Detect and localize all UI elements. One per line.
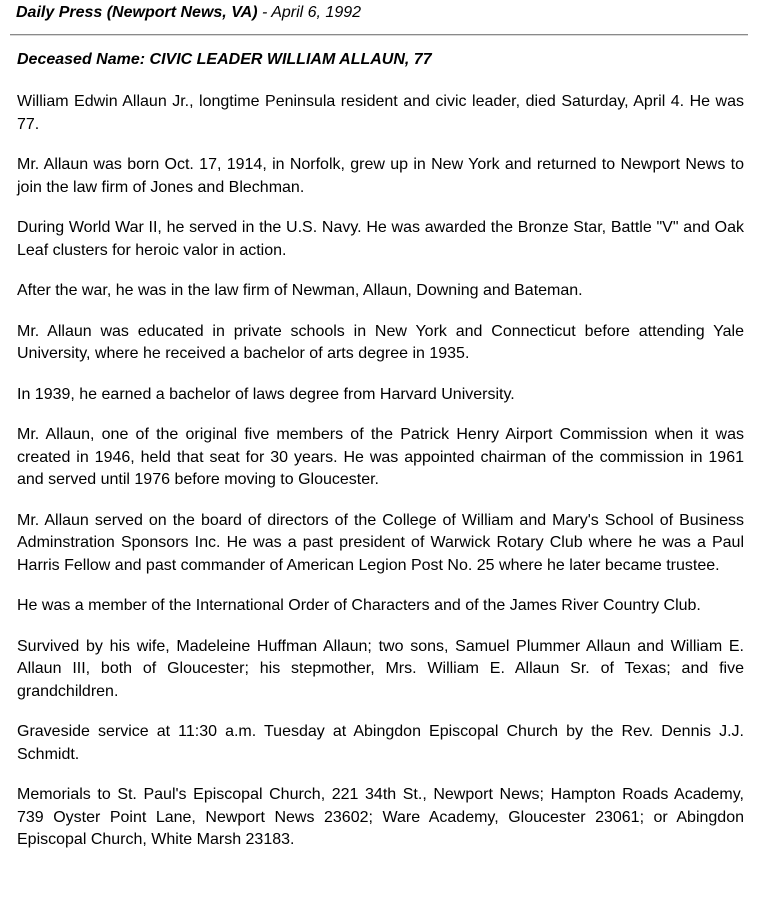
- obituary-body: [17, 91, 744, 870]
- paragraph: During World War II, he served in the U.S. Navy. He was awarded the Bronze Star, Battle "V" and Oak Leaf clusters for heroic valor in action.: [17, 219, 744, 259]
- deceased-name-heading: Deceased Name: CIVIC LEADER WILLIAM ALLAUN, 77: [17, 51, 432, 68]
- paragraph: Mr. Allaun was born Oct. 17, 1914, in Norfolk, grew up in New York and returned to Newport News to join the law firm of Jones and Blechman.: [17, 156, 744, 196]
- paragraph: In 1939, he earned a bachelor of laws degree from Harvard University.: [17, 385, 515, 403]
- paragraph: Memorials to St. Paul's Episcopal Church, 221 34th St., Newport News; Hampton Roads Academy, 739 Oyster Point Lane, Newport News 23602; Ware Academy, Gloucester 23061; or Abingdon Episcopal Church, White Marsh 23183.: [17, 786, 744, 848]
- paragraph: He was a member of the International Order of Characters and of the James River Country Club.: [17, 597, 701, 614]
- paragraph: Mr. Allaun, one of the original five members of the Patrick Henry Airport Commission when it was created in 1946, held that seat for 30 years. He was appointed chairman of the commission in 1961 and served until 1976 before moving to Gloucester.: [17, 426, 744, 488]
- newspaper-name: Daily Press (Newport News, VA): [16, 4, 258, 21]
- header-separator: -: [257, 4, 272, 21]
- paragraph: After the war, he was in the law firm of Newman, Allaun, Downing and Bateman.: [17, 282, 583, 299]
- header-divider: [10, 34, 748, 36]
- paragraph: Graveside service at 11:30 a.m. Tuesday at Abingdon Episcopal Church by the Rev. Dennis J.J. Schmidt.: [17, 723, 744, 763]
- paragraph: Survived by his wife, Madeleine Huffman Allaun; two sons, Samuel Plummer Allaun and William E. Allaun III, both of Gloucester; his stepmother, Mrs. William E. Allaun Sr. of Texas; and five grandchildren.: [17, 637, 744, 700]
- publication-header: [16, 3, 361, 23]
- paragraph: Mr. Allaun served on the board of directors of the College of William and Mary's School of Business Adminstration Sponsors Inc. He was a past president of Warwick Rotary Club where he was a Paul Harris Fellow and past commander of American Legion Post No. 25 where he later became trustee.: [17, 511, 744, 574]
- publication-date: April 6, 1992: [271, 4, 362, 21]
- paragraph: Mr. Allaun was educated in private schools in New York and Connecticut before attending Yale University, where he received a bachelor of arts degree in 1935.: [17, 322, 744, 362]
- paragraph: William Edwin Allaun Jr., longtime Peninsula resident and civic leader, died Saturday, April 4. He was 77.: [17, 93, 744, 133]
